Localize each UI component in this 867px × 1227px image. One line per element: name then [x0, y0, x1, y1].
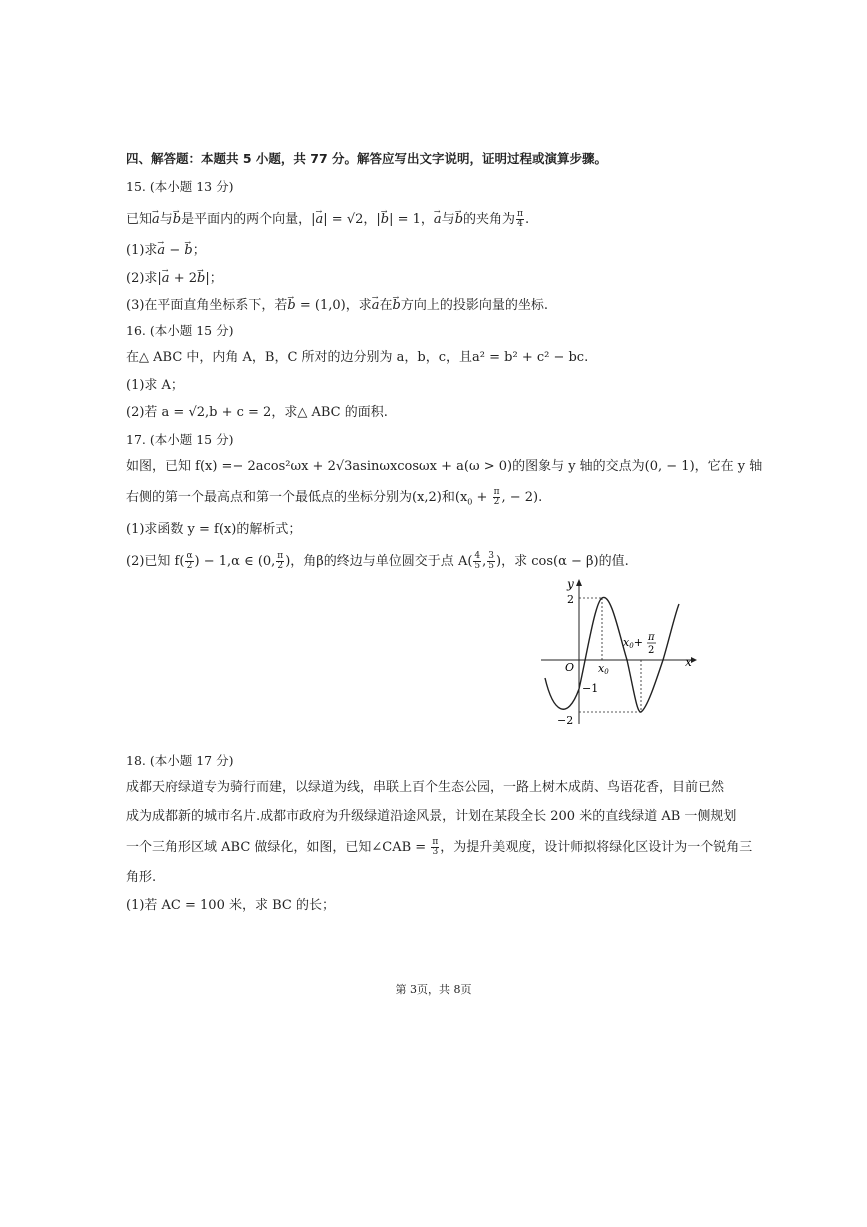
q18-header: 18. (本小题 17 分)	[126, 753, 234, 768]
q17-part1: (1)求函数 y = f(x)的解析式；	[126, 522, 302, 537]
q18-line3: 一个三角形区域 ABC 做绿化，如图，已知∠CAB = $\frac{\pi}{3}$ ，为提升美观度，设计师拟将绿化区设计为一个锐角三	[126, 837, 753, 857]
x0-plus-label: x0+	[623, 636, 643, 650]
y-max-label: 2	[567, 593, 574, 606]
x0-label: x0	[598, 662, 609, 676]
origin-label: O	[565, 661, 575, 674]
two-label: 2	[648, 645, 655, 656]
q17-line1: 如图，已知 f(x) =− 2acos²ωx + 2√3asinωxcosωx + a(ω > 0)的图象与 y 轴的交点为(0, − 1)，它在 y 轴	[126, 459, 763, 474]
q15-stem: 已知→ a与→ b是平面内的两个向量，|→ a| = √2，|→ b| = 1，→ a与→ b的夹角为 $\frac{\pi}{4}$ .	[126, 210, 529, 229]
pi-over-4: $\frac{\pi}{4}$	[517, 209, 523, 229]
q15-part2: (2)求|→ a + 2→ b|；	[126, 270, 223, 288]
y-int-label: −1	[582, 682, 599, 695]
q18-line4: 角形.	[126, 870, 157, 885]
y-axis-arrow	[576, 579, 582, 586]
q16-part1: (1)求 A；	[126, 378, 184, 393]
q15-header: 15. (本小题 13 分)	[126, 179, 234, 194]
q17-header: 17. (本小题 15 分)	[126, 432, 234, 447]
q18-line2: 成为成都新的城市名片.成都市政府为升级绿道沿途风景，计划在某段全长 200 米的直线绿道 AB 一侧规划	[126, 809, 737, 824]
y-axis-label: y	[567, 577, 574, 591]
pi-label: π	[648, 632, 655, 643]
q18-part1: (1)若 AC = 100 米，求 BC 的长；	[126, 898, 335, 913]
q18-line1: 成都天府绿道专为骑行而建，以绿道为线，串联上百个生态公园，一路上树木成荫、鸟语花香，目前已然	[126, 780, 725, 795]
section-title: 四、解答题：本题共 5 小题，共 77 分。解答应写出文字说明，证明过程或演算步骤。	[126, 151, 608, 166]
q16-part2: (2)若 a = √2,b + c = 2，求△ ABC 的面积.	[126, 405, 388, 420]
sine-curve	[545, 597, 679, 712]
q16-header: 16. (本小题 15 分)	[126, 323, 234, 338]
y-min-label: −2	[557, 714, 574, 727]
page-footer: 第 3页，共 8页	[395, 983, 472, 996]
x-axis-label: x	[685, 655, 692, 669]
q15-part3: (3)在平面直角坐标系下，若→ b = (1,0)，求→ a在→ b方向上的投影向量的坐标.	[126, 297, 548, 315]
q17-line2: 右侧的第一个最高点和第一个最低点的坐标分别为(x,2)和($x_0$ + $\frac{\pi}{2}$ , − 2).	[126, 487, 543, 507]
sine-graph	[535, 574, 700, 730]
q16-stem: 在△ ABC 中，内角 A，B，C 所对的边分别为 a，b，c，且a² = b² + c² − bc.	[126, 350, 589, 365]
x-axis-arrow	[691, 657, 697, 663]
q17-part2: (2)已知 f( $\frac{\alpha}{2}$ ) − 1,α ∈ (0, $\frac{\pi}{2}$ )，角β的终边与单位圆交于点 A( $\frac{4}{5}$ , $\frac{3}{5}$ )，求 cos(α − β)的值.	[126, 551, 629, 571]
q15-part1: (1)求→ a − → b；	[126, 242, 206, 260]
